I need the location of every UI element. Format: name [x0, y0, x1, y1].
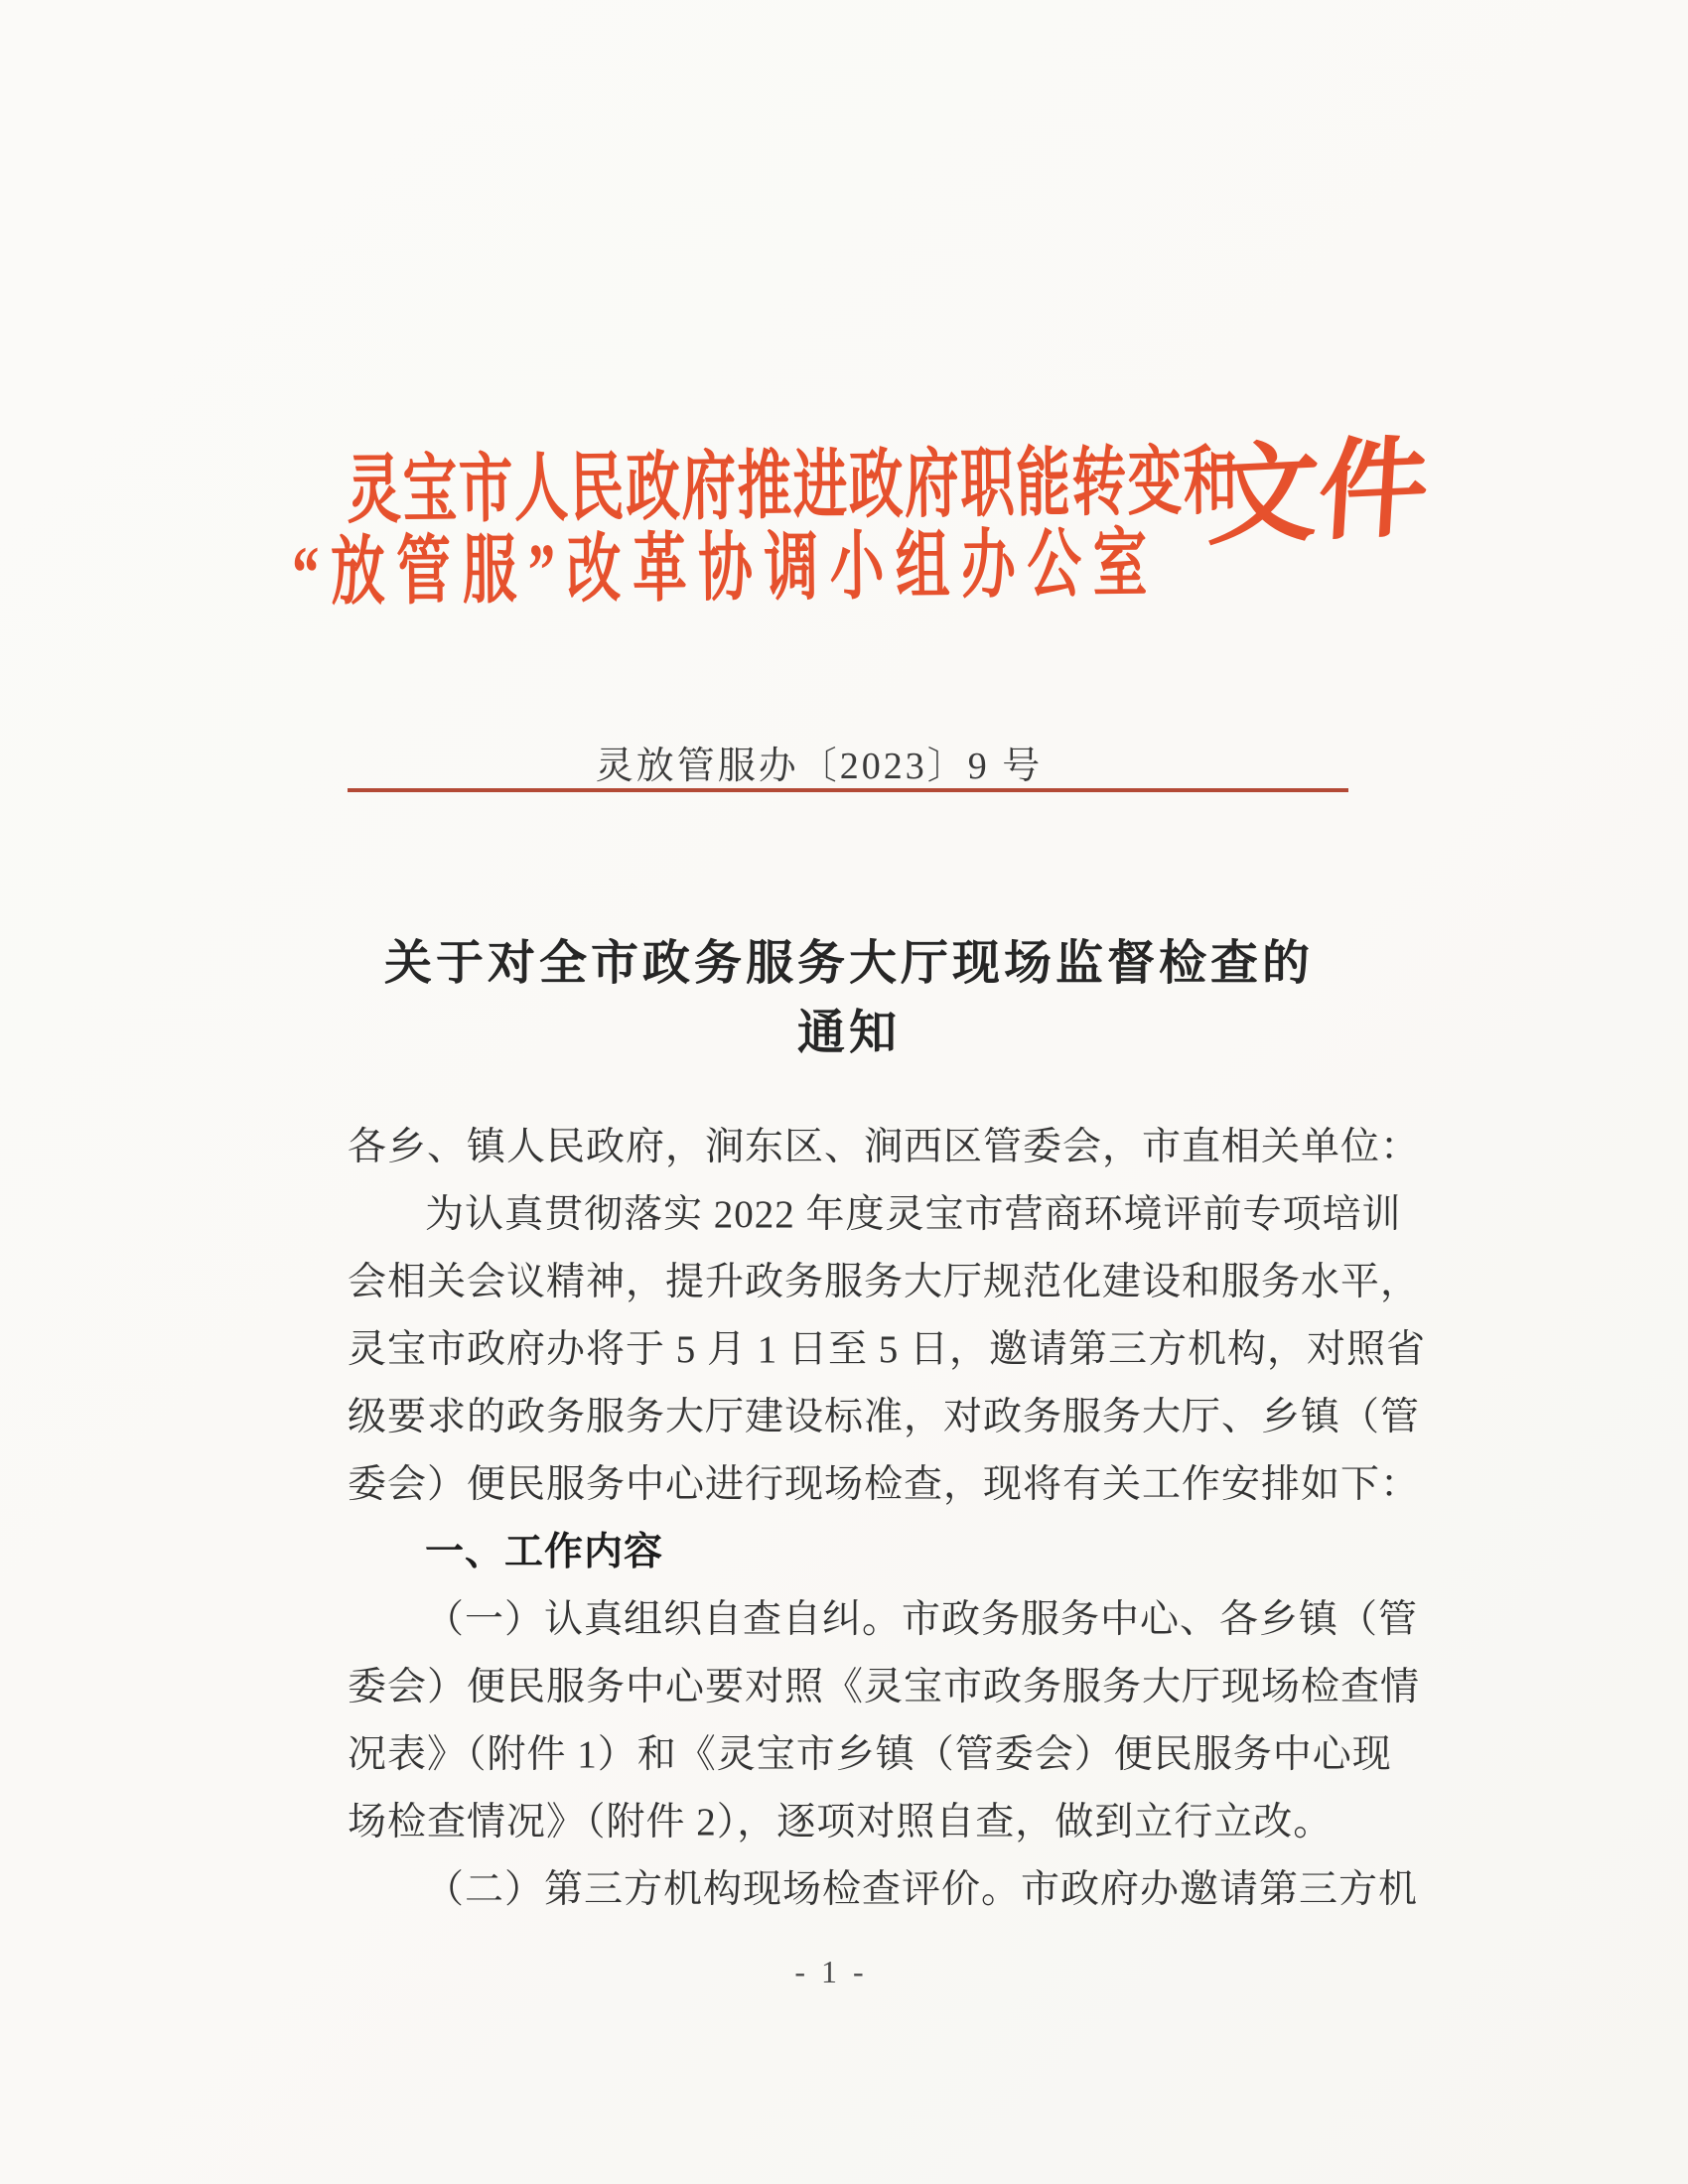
letterhead — [291, 427, 1441, 649]
body-line: 况表》（附件 1）和《灵宝市乡镇（管委会）便民服务中心现 — [348, 1733, 1392, 1776]
document-title-line1: 关于对全市政务服务大厅现场监督检查的 — [383, 937, 1314, 990]
document-reference-number: 灵放管服办〔2023〕9 号 — [595, 746, 1044, 787]
document-type-label: 文件 — [1204, 427, 1432, 559]
body-line: 委会）便民服务中心要对照《灵宝市政务服务大厅现场检查情 — [348, 1666, 1421, 1708]
body-line: 为认真贯彻落实 2022 年度灵宝市营商环境评前专项培训 — [425, 1193, 1402, 1236]
body-line: （一）认真组织自查自纠。市政务服务中心、各乡镇（管 — [425, 1598, 1419, 1641]
body-line: 委会）便民服务中心进行现场检查，现将有关工作安排如下： — [348, 1463, 1421, 1506]
document-title — [348, 929, 1350, 1068]
body-line: 会相关会议精神，提升政务服务大厅规范化建设和服务水平， — [348, 1261, 1421, 1303]
body-section-heading: 一、工作内容 — [425, 1531, 664, 1573]
body-line: 场检查情况》（附件 2），逐项对照自查，做到立行立改。 — [348, 1801, 1334, 1843]
body-line: 级要求的政务服务大厅建设标准，对政务服务大厅、乡镇（管 — [348, 1396, 1421, 1438]
issuing-office-line2: “放管服”改革协调小组办公室 — [291, 522, 1160, 615]
document-title-line2: 通知 — [796, 1007, 901, 1059]
body-text — [348, 1114, 1427, 1924]
issuing-office-line1: 灵宝市人民政府推进政府职能转变和 — [346, 440, 1240, 533]
red-divider-line — [348, 788, 1348, 792]
body-line: 灵宝市政府办将于 5 月 1 日至 5 日，邀请第三方机构，对照省 — [348, 1328, 1427, 1371]
body-line: （二）第三方机构现场检查评价。市政府办邀请第三方机 — [425, 1868, 1419, 1911]
body-line: 各乡、镇人民政府，涧东区、涧西区管委会，市直相关单位： — [348, 1126, 1421, 1168]
page-number: - 1 - — [794, 1954, 868, 1989]
